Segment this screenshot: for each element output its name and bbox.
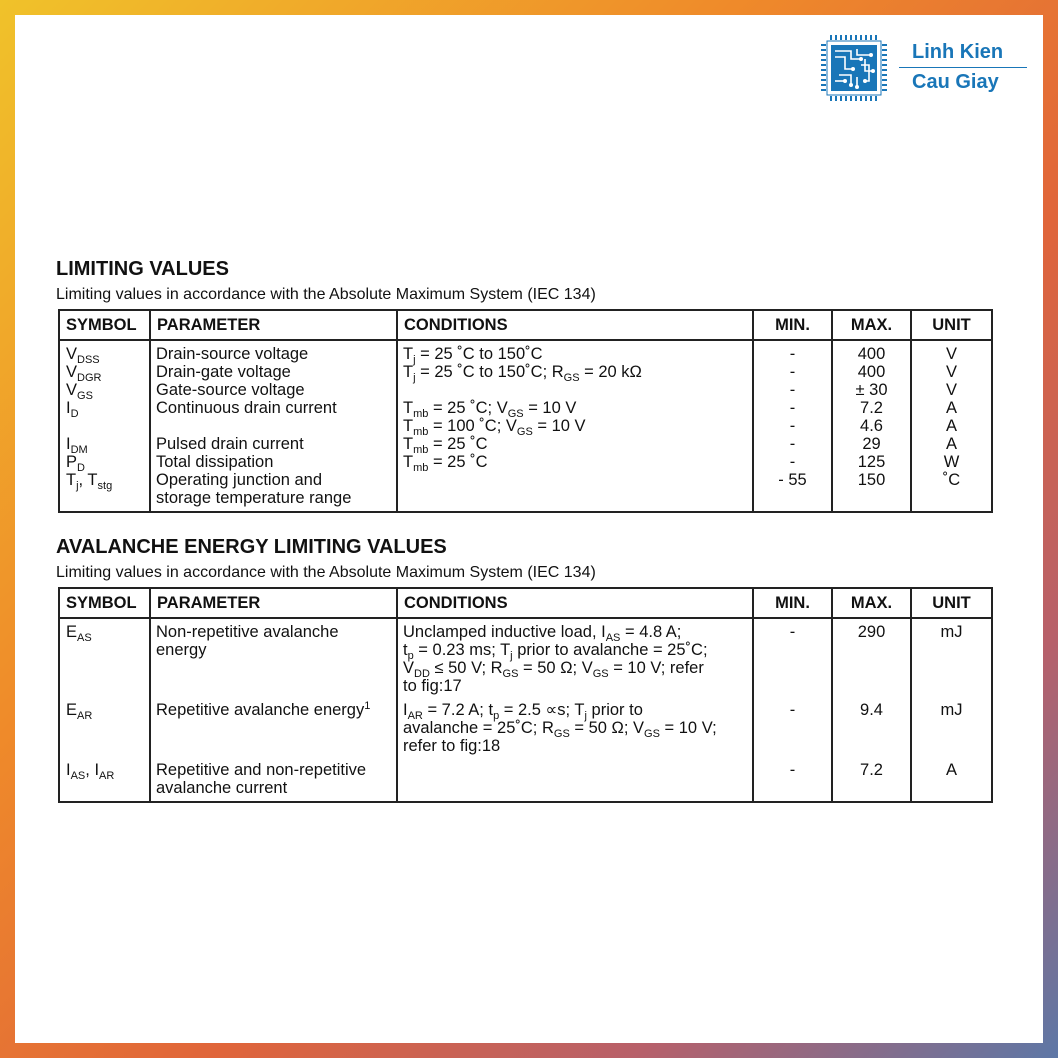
symbol-ear: $E_{AR}$ <box>66 701 93 722</box>
min-value: - <box>789 435 796 453</box>
parameter-text: Total dissipation <box>156 453 274 471</box>
max-value: 7.2 <box>860 399 883 417</box>
max-value: 29 <box>862 435 881 453</box>
unit-value: V <box>945 363 957 381</box>
circuit-chip-icon <box>821 35 887 101</box>
conditions-cell <box>397 759 753 802</box>
max-value: 400 <box>857 363 886 381</box>
table-header-row <box>59 588 992 618</box>
header-max: MAX. <box>832 310 911 340</box>
condition-text: $t_p = 0.23$ ms; $T_j$ prior to avalanche = 25˚C; <box>403 641 708 662</box>
max-value: 4.6 <box>860 417 883 435</box>
parameter-cell <box>150 759 397 802</box>
parameter-text: Drain-gate voltage <box>156 363 291 381</box>
parameter-text: Operating junction and <box>156 471 323 489</box>
parameter-text: Repetitive avalanche energy$^1$ <box>156 700 371 719</box>
symbol-pd: $P_D$ <box>66 453 85 474</box>
brand-logo[interactable] <box>821 35 1031 115</box>
header-max: MAX. <box>832 588 911 618</box>
avalanche-values-table <box>58 587 993 803</box>
condition-text: avalanche = 25˚C; $R_{GS} = 50$ Ω; $V_{GS} = 10$ V; <box>403 719 717 740</box>
parameter-text: Continuous drain current <box>156 399 337 417</box>
min-value: - 55 <box>778 471 807 489</box>
symbol-ias-iar: $I_{AS}$, $I_{AR}$ <box>66 761 115 782</box>
header-min: MIN. <box>753 588 832 618</box>
parameter-text: Drain-source voltage <box>156 345 309 363</box>
brand-name-line1: Linh Kien <box>912 41 1004 63</box>
header-symbol: SYMBOL <box>59 588 150 618</box>
max-value: 290 <box>832 618 911 699</box>
max-value: 125 <box>857 453 886 471</box>
symbol-column <box>59 340 150 512</box>
min-value: - <box>789 399 796 417</box>
condition-text: $T_{mb} = 25$ ˚C <box>403 435 488 456</box>
min-value: - <box>753 699 832 759</box>
max-value: ± 30 <box>855 381 888 399</box>
parameter-text: Pulsed drain current <box>156 435 304 453</box>
limiting-values-title: LIMITING VALUES <box>56 258 229 280</box>
unit-value: A <box>945 417 957 435</box>
symbol-vdgr: $V_{DGR}$ <box>66 363 102 384</box>
parameter-text: energy <box>156 641 207 659</box>
min-value: - <box>789 345 796 363</box>
header-unit: UNIT <box>911 310 992 340</box>
limiting-values-subtitle: Limiting values in accordance with the Absolute Maximum System (IEC 134) <box>56 286 596 303</box>
unit-value: V <box>945 381 957 399</box>
condition-text: $T_j = 25$ ˚C to 150˚C <box>403 345 543 366</box>
limiting-values-table <box>58 309 993 513</box>
unit-value: mJ <box>911 699 992 759</box>
min-value: - <box>789 453 796 471</box>
max-column <box>832 340 911 512</box>
condition-text: $T_{mb} = 25$ ˚C <box>403 453 488 474</box>
symbol-vgs: $V_{GS}$ <box>66 381 93 402</box>
unit-column <box>911 340 992 512</box>
parameter-text: storage temperature range <box>156 489 352 507</box>
condition-text: refer to fig:18 <box>403 737 501 755</box>
symbol-tj-tstg: $T_j$, $T_{stg}$ <box>66 471 113 492</box>
parameter-cell <box>150 618 397 699</box>
min-value: - <box>753 759 832 802</box>
parameter-cell <box>150 699 397 759</box>
brand-divider <box>899 67 1027 68</box>
min-value: - <box>789 363 796 381</box>
min-value: - <box>789 417 796 435</box>
min-value: - <box>753 618 832 699</box>
header-conditions: CONDITIONS <box>397 588 753 618</box>
condition-text: $I_{AR} = 7.2$ A; $t_p = 2.5 \propto s$; $T_j$ prior to <box>403 701 643 722</box>
conditions-cell <box>397 699 753 759</box>
header-parameter: PARAMETER <box>150 588 397 618</box>
condition-text: $T_{mb} = 25$ ˚C; $V_{GS} = 10$ V <box>403 399 577 420</box>
min-value: - <box>789 381 796 399</box>
max-value: 150 <box>857 471 886 489</box>
header-conditions: CONDITIONS <box>397 310 753 340</box>
avalanche-values-subtitle: Limiting values in accordance with the Absolute Maximum System (IEC 134) <box>56 564 596 581</box>
max-value: 400 <box>857 345 886 363</box>
symbol-id: $I_D$ <box>66 399 79 420</box>
datasheet-page <box>15 15 1043 1043</box>
unit-value: mJ <box>911 618 992 699</box>
condition-text: $T_j = 25$ ˚C to 150˚C; $R_{GS} = 20$ kΩ <box>403 363 642 384</box>
unit-value: W <box>943 453 960 471</box>
min-column <box>753 340 832 512</box>
table-row <box>59 759 992 802</box>
header-parameter: PARAMETER <box>150 310 397 340</box>
parameter-text: avalanche current <box>156 779 288 797</box>
parameter-text: Gate-source voltage <box>156 381 305 399</box>
condition-text: to fig:17 <box>403 677 462 695</box>
table-row <box>59 618 992 699</box>
parameter-text: Non-repetitive avalanche <box>156 623 339 641</box>
max-value: 9.4 <box>832 699 911 759</box>
parameter-text: Repetitive and non-repetitive <box>156 761 367 779</box>
max-value: 7.2 <box>832 759 911 802</box>
brand-name-line2: Cau Giay <box>912 71 999 93</box>
conditions-cell <box>397 618 753 699</box>
header-min: MIN. <box>753 310 832 340</box>
condition-text: Unclamped inductive load, $I_{AS} = 4.8$ A; <box>403 623 682 644</box>
unit-value: A <box>945 399 957 417</box>
symbol-cell <box>59 618 150 699</box>
unit-value: A <box>911 759 992 802</box>
symbol-eas: $E_{AS}$ <box>66 623 92 644</box>
condition-text: $V_{DD} \le 50$ V; $R_{GS} = 50$ Ω; $V_{GS} = 10$ V; refer <box>403 659 704 680</box>
table-row <box>59 340 992 512</box>
conditions-column <box>397 340 753 512</box>
symbol-vdss: $V_{DSS}$ <box>66 345 100 366</box>
symbol-cell <box>59 699 150 759</box>
symbol-cell <box>59 759 150 802</box>
header-unit: UNIT <box>911 588 992 618</box>
symbol-idm: $I_{DM}$ <box>66 435 88 456</box>
unit-value: A <box>945 435 957 453</box>
header-symbol: SYMBOL <box>59 310 150 340</box>
table-header-row <box>59 310 992 340</box>
avalanche-values-title: AVALANCHE ENERGY LIMITING VALUES <box>56 536 447 558</box>
unit-value: V <box>945 345 957 363</box>
parameter-column <box>150 340 397 512</box>
condition-text: $T_{mb} = 100$ ˚C; $V_{GS} = 10$ V <box>403 417 586 438</box>
unit-value: ˚C <box>942 471 961 489</box>
parameter-text <box>156 417 391 435</box>
table-row <box>59 699 992 759</box>
